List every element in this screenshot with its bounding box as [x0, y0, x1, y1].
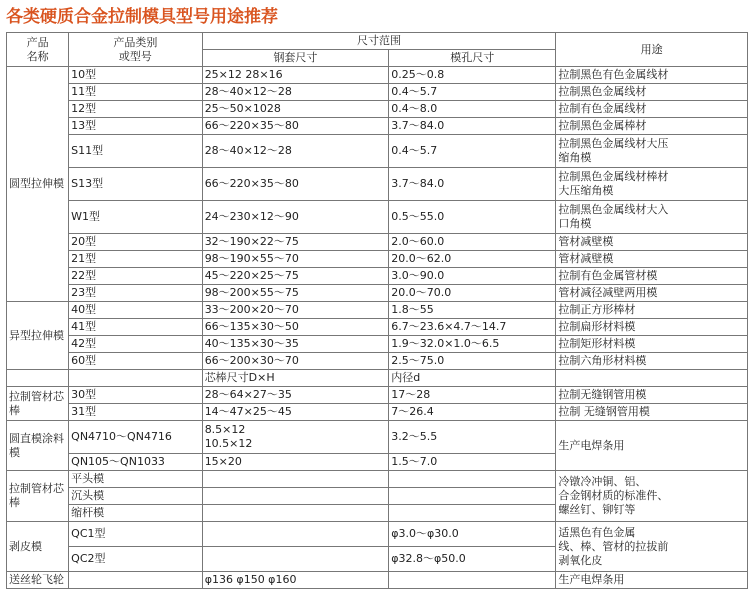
group-round-drawing-die: 圆型拉伸模	[7, 67, 69, 302]
die-hole-cell: 3.0～90.0	[389, 268, 556, 285]
die-hole-cell: 0.5～55.0	[389, 201, 556, 234]
group-shaped-drawing-die: 异型拉伸模	[7, 302, 69, 370]
empty-cell	[7, 370, 69, 387]
model-cell: 40型	[69, 302, 203, 319]
die-hole-cell: 2.5～75.0	[389, 353, 556, 370]
steel-sleeve-cell: 15×20	[202, 454, 389, 471]
usage-cell: 拉制扁形材料模	[556, 319, 748, 336]
die-hole-cell	[389, 471, 556, 488]
die-hole-cell: 1.8～55	[389, 302, 556, 319]
table-row	[7, 302, 748, 319]
model-cell: W1型	[69, 201, 203, 234]
table-row	[7, 572, 748, 589]
group-wire-feed-wheel: 送丝轮飞轮	[7, 572, 69, 589]
table-row	[7, 234, 748, 251]
model-cell	[69, 572, 203, 589]
die-hole-cell: 0.4～5.7	[389, 135, 556, 168]
mold-recommendation-table	[6, 32, 748, 589]
usage-cell: 拉制黑色有色金属线材	[556, 67, 748, 84]
usage-cell: 拉制无缝钢管用模	[556, 387, 748, 404]
die-hole-cell: 7～26.4	[389, 404, 556, 421]
die-hole-cell: 3.7～84.0	[389, 168, 556, 201]
table-row	[7, 285, 748, 302]
steel-sleeve-cell	[202, 488, 389, 505]
table-row	[7, 387, 748, 404]
header-size-range: 尺寸范围	[202, 33, 556, 50]
model-cell: 21型	[69, 251, 203, 268]
steel-sleeve-cell: 8.5×12 10.5×12	[202, 421, 389, 454]
usage-cell: 管材减壁模	[556, 251, 748, 268]
steel-sleeve-cell: 66～135×30～50	[202, 319, 389, 336]
table-row	[7, 101, 748, 118]
die-hole-cell: 0.25～0.8	[389, 67, 556, 84]
model-cell: 30型	[69, 387, 203, 404]
table-row	[7, 67, 748, 84]
die-hole-cell: 1.9～32.0×1.0～6.5	[389, 336, 556, 353]
header-product-name: 产品 名称	[7, 33, 69, 67]
die-hole-cell: φ32.8～φ50.0	[389, 547, 556, 572]
die-hole-cell: 2.0～60.0	[389, 234, 556, 251]
die-hole-cell: 0.4～8.0	[389, 101, 556, 118]
usage-cell: 生产电焊条用	[556, 421, 748, 471]
table-row	[7, 251, 748, 268]
header-row-1	[7, 33, 748, 50]
model-cell: 平头模	[69, 471, 203, 488]
page-title: 各类硬质合金拉制模具型号用途推荐	[6, 7, 278, 27]
table-row	[7, 353, 748, 370]
die-hole-cell: 20.0～70.0	[389, 285, 556, 302]
usage-cell: 生产电焊条用	[556, 572, 748, 589]
model-cell: S11型	[69, 135, 203, 168]
model-cell: 42型	[69, 336, 203, 353]
steel-sleeve-cell	[202, 505, 389, 522]
header-usage: 用途	[556, 33, 748, 67]
model-cell: 沉头模	[69, 488, 203, 505]
steel-sleeve-cell: 33～200×20～70	[202, 302, 389, 319]
table-row	[7, 268, 748, 285]
steel-sleeve-cell: 14～47×25～45	[202, 404, 389, 421]
model-cell: 12型	[69, 101, 203, 118]
steel-sleeve-cell: 66～200×30～70	[202, 353, 389, 370]
usage-cell: 拉制正方形棒材	[556, 302, 748, 319]
model-cell: 31型	[69, 404, 203, 421]
model-cell: 23型	[69, 285, 203, 302]
header-product-type: 产品类别 或型号	[69, 33, 203, 67]
die-hole-cell	[389, 572, 556, 589]
steel-sleeve-cell: 32～190×22～75	[202, 234, 389, 251]
usage-cell: 拉制矩形材料模	[556, 336, 748, 353]
die-hole-cell	[389, 505, 556, 522]
die-hole-cell: 6.7～23.6×4.7～14.7	[389, 319, 556, 336]
table-row	[7, 168, 748, 201]
steel-sleeve-cell: 28～40×12～28	[202, 135, 389, 168]
die-hole-cell: 17～28	[389, 387, 556, 404]
steel-sleeve-cell: 40～135×30～35	[202, 336, 389, 353]
steel-sleeve-cell	[202, 522, 389, 547]
empty-cell	[69, 370, 203, 387]
table-row	[7, 319, 748, 336]
empty-cell	[556, 370, 748, 387]
usage-cell: 拉制六角形材料模	[556, 353, 748, 370]
group-tube-mandrel-2: 拉制管材芯 棒	[7, 471, 69, 522]
model-cell: 22型	[69, 268, 203, 285]
die-hole-cell: φ3.0～φ30.0	[389, 522, 556, 547]
table-row	[7, 118, 748, 135]
group-peel-die: 剥皮模	[7, 522, 69, 572]
inner-diameter-header: 内径d	[389, 370, 556, 387]
steel-sleeve-cell: φ136 φ150 φ160	[202, 572, 389, 589]
model-cell: QC2型	[69, 547, 203, 572]
model-cell: QN4710～QN4716	[69, 421, 203, 454]
model-cell: 缩杆模	[69, 505, 203, 522]
steel-sleeve-cell: 66～220×35～80	[202, 118, 389, 135]
usage-cell: 管材减径减壁两用模	[556, 285, 748, 302]
usage-cell: 拉制黑色金属线材棒材 大压缩角模	[556, 168, 748, 201]
model-cell: 60型	[69, 353, 203, 370]
usage-cell: 拉制黑色金属线材大压 缩角模	[556, 135, 748, 168]
usage-cell: 拉制黑色金属线材	[556, 84, 748, 101]
die-hole-cell: 0.4～5.7	[389, 84, 556, 101]
table-row	[7, 84, 748, 101]
model-cell: 13型	[69, 118, 203, 135]
usage-cell: 拉制 无缝钢管用模	[556, 404, 748, 421]
sub-header-row	[7, 370, 748, 387]
steel-sleeve-cell: 45～220×25～75	[202, 268, 389, 285]
table-row	[7, 201, 748, 234]
die-hole-cell: 1.5～7.0	[389, 454, 556, 471]
model-cell: S13型	[69, 168, 203, 201]
die-hole-cell	[389, 488, 556, 505]
table-row	[7, 522, 748, 547]
table-row	[7, 336, 748, 353]
steel-sleeve-cell: 25×12 28×16	[202, 67, 389, 84]
header-steel-sleeve: 钢套尺寸	[202, 50, 389, 67]
usage-cell: 管材减壁模	[556, 234, 748, 251]
die-hole-cell: 3.7～84.0	[389, 118, 556, 135]
mold-table-wrapper	[6, 32, 748, 589]
die-hole-cell: 3.2～5.5	[389, 421, 556, 454]
usage-cell: 拉制有色金属线材	[556, 101, 748, 118]
usage-cell: 拉制黑色金属线材大入 口角模	[556, 201, 748, 234]
model-cell: 20型	[69, 234, 203, 251]
model-cell: 10型	[69, 67, 203, 84]
model-cell: 41型	[69, 319, 203, 336]
table-row	[7, 404, 748, 421]
table-row	[7, 135, 748, 168]
header-die-hole: 模孔尺寸	[389, 50, 556, 67]
model-cell: QN105～QN1033	[69, 454, 203, 471]
usage-cell: 适黑色有色金属 线、棒、管材的拉拔前 剥氧化皮	[556, 522, 748, 572]
steel-sleeve-cell	[202, 471, 389, 488]
steel-sleeve-cell: 98～190×55～70	[202, 251, 389, 268]
usage-cell: 冷镦冷冲铜、铝、 合金钢材质的标准件、 螺丝钉、铆钉等	[556, 471, 748, 522]
group-tube-mandrel: 拉制管材芯 棒	[7, 387, 69, 421]
group-coating-die: 圆直模涂料 模	[7, 421, 69, 471]
usage-cell: 拉制黑色金属棒材	[556, 118, 748, 135]
model-cell: QC1型	[69, 522, 203, 547]
table-row	[7, 471, 748, 488]
steel-sleeve-cell	[202, 547, 389, 572]
mandrel-size-header: 芯棒尺寸D×H	[202, 370, 389, 387]
die-hole-cell: 20.0～62.0	[389, 251, 556, 268]
steel-sleeve-cell: 98～200×55～75	[202, 285, 389, 302]
steel-sleeve-cell: 28～64×27～35	[202, 387, 389, 404]
steel-sleeve-cell: 28～40×12～28	[202, 84, 389, 101]
model-cell: 11型	[69, 84, 203, 101]
steel-sleeve-cell: 66～220×35～80	[202, 168, 389, 201]
steel-sleeve-cell: 25～50×1028	[202, 101, 389, 118]
steel-sleeve-cell: 24～230×12～90	[202, 201, 389, 234]
table-row	[7, 421, 748, 454]
usage-cell: 拉制有色金属管材模	[556, 268, 748, 285]
